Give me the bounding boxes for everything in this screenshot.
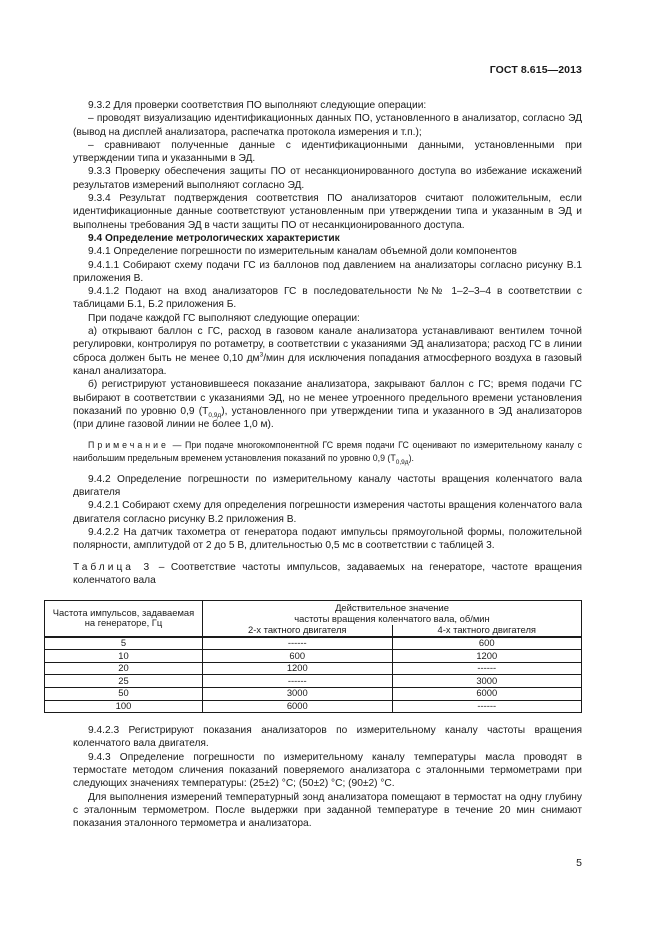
page-number: 5 [576,857,582,869]
table-header-four-stroke: 4-х тактного двигателя [392,625,582,637]
section-heading: 9.4 Определение метрологических характеристик [88,232,340,244]
table-cell-freq: 20 [45,662,203,675]
paragraph: 9.3.2 Для проверки соответствия ПО выполняют следующие операции: [88,100,427,111]
table-row [45,700,582,713]
table-cell-four: 600 [392,637,582,650]
paragraph: 9.4.2 Определение погрешности по измерительному каналу частоты вращения коленчатого вала двигателя [73,473,582,499]
table-cell-two: 6000 [203,700,393,713]
paragraphs-after [73,724,582,830]
table-cell-four: 3000 [392,675,582,688]
table-cell-freq: 5 [45,637,203,650]
paragraph: 9.4.1.1 Собирают схему подачи ГС из баллонов под давлением на анализаторы согласно рисунку В.1 приложения В. [73,259,582,284]
table-cell-four: 6000 [392,687,582,700]
table-row [45,650,582,663]
paragraphs-mid [73,473,582,553]
table-cell-two: 3000 [203,687,393,700]
table-cell-freq: 25 [45,675,203,688]
table-header-frequency: Частота импульсов, задаваемая на генераторе, Гц [45,601,203,637]
note-text: — При подаче многокомпонентной ГС время подачи ГС оценивают по измерительному каналу с наибольшим предельным временем установления показаний по уровню 0,9 (T [73,440,582,463]
frequency-table [44,600,582,713]
superscript: 3 [259,351,264,359]
table-header-actual-value [203,601,582,625]
operation-a-text-end: /мин для исключения попадания атмосферного воздуха в газовый канал анализатора. [73,352,583,377]
paragraph: 9.4.1 Определение погрешности по измерительным каналам объемной доли компонентов [88,246,517,258]
table-cell-four: 1200 [392,650,582,663]
page-header-standard: ГОСТ 8.615—2013 [489,64,582,76]
table-row [45,662,582,675]
table-header-two-stroke: 2-х тактного двигателя [203,625,393,637]
table-cell-four: ------ [392,700,582,713]
note-label: Примечание [88,440,169,451]
table-cell-two: ------ [203,675,393,688]
table-cell-two: ------ [203,637,393,650]
table-caption-label: Таблица 3 [73,561,153,573]
paragraph: Для выполнения измерений температурный зонд анализатора помещают в термостат на одну глубину с эталонным термометром. После выдержки при заданной температуре в течение 20 мин снимают показания эталонного термометра и анализатора. [73,791,582,830]
table-cell-two: 600 [203,650,393,663]
paragraph: 9.4.2.2 На датчик тахометра от генератора подают импульсы прямоугольной формы, положительной полярности, амплитудой от 2 до 5 В, длительностью 0,5 мс в соответствии с таблицей 3. [73,527,582,552]
paragraph: 9.4.3 Определение погрешности по измерительному каналу температуры масла проводят в термостате методом сличения показаний поверяемого анализатора с эталонными термометрами при следующих значениях температуры: (25±2) °С; (50±2) °С; (90±2) °С. [73,751,582,790]
table-cell-freq: 100 [45,700,203,713]
operation-b-text: б) регистрируют установившееся показание анализатора, закрывают баллон с ГС; время подачи ГС выбирают в соответствии с указаниями ЭД, но не менее утроенного предельного времени установления показаний по уровню 0,9 (T [73,379,582,417]
paragraph: – проводят визуализацию идентификационных данных ПО, установленного в анализатор, согласно ЭД (вывод на дисплей анализатора, распечатка протокола измерения и т.п.); [73,113,582,138]
subscript: 0,9д [208,411,222,419]
table-cell-two: 1200 [203,662,393,675]
paragraph: 9.4.2.3 Регистрируют показания анализаторов по измерительному каналу частоты вращения коленчатого вала двигателя. [73,725,582,750]
table-cell-four: ------ [392,662,582,675]
note [73,439,582,466]
paragraph: – сравнивают полученные данные с идентификационными данными, установленными при утверждении типа и указанными в ЭД. [73,139,582,165]
header-line: Действительное значение [335,602,449,614]
table-row [45,687,582,700]
operation-b [73,378,582,431]
table-body [45,637,582,713]
subscript: 0,9д [395,458,409,466]
paragraph: 9.4.2.1 Собирают схему для определения погрешности измерения частоты вращения коленчатого вала двигателя согласно рисунку В.2 приложения В. [73,500,582,525]
paragraph: 9.3.4 Результат подтверждения соответствия ПО анализаторов считают положительным, если идентификационные данные соответствуют установленным при утверждении типа и указанным в ЭД и выполнены требования ЭД в части защиты ПО от несанкционированного доступа. [73,193,582,231]
table-cell-freq: 50 [45,687,203,700]
table-row [45,675,582,688]
header-line: частоты вращения коленчатого вала, об/мин [294,613,490,624]
paragraph: 9.3.3 Проверку обеспечения защиты ПО от несанкционированного доступа во избежание искажений результатов измерений выполняют согласно ЭД. [73,166,582,191]
paragraph: 9.4.1.2 Подают на вход анализаторов ГС в последовательности №№ 1–2–3–4 в соответствии с таблицами Б.1, Б.2 приложения Б. [73,286,582,311]
operation-a-text: а) открывают баллон с ГС, расход в газовом канале анализатора устанавливают вентилем точной регулировки, контролируя по ротаметру, в соответствии с указаниями ЭД анализатора; расход ГС в линии сброса должен быть не менее 0,10 дм [73,326,582,364]
table-caption-text: – Соответствие частоты импульсов, задаваемых на генераторе, частоте вращения коленчатого вала [73,561,582,586]
table-row [45,637,582,650]
document-body [52,99,583,831]
operation-a [73,325,582,378]
paragraph: При подаче каждой ГС выполняют следующие операции: [88,312,360,324]
operation-b-text-end: ), установленного при утверждении типа и указанного в ЭД анализаторов (при длине газовой линии не более 1,0 м). [73,405,582,431]
table-caption [73,561,582,588]
note-text-end: ). [408,452,414,463]
table-cell-freq: 10 [45,650,203,663]
paragraphs-before [73,99,582,325]
